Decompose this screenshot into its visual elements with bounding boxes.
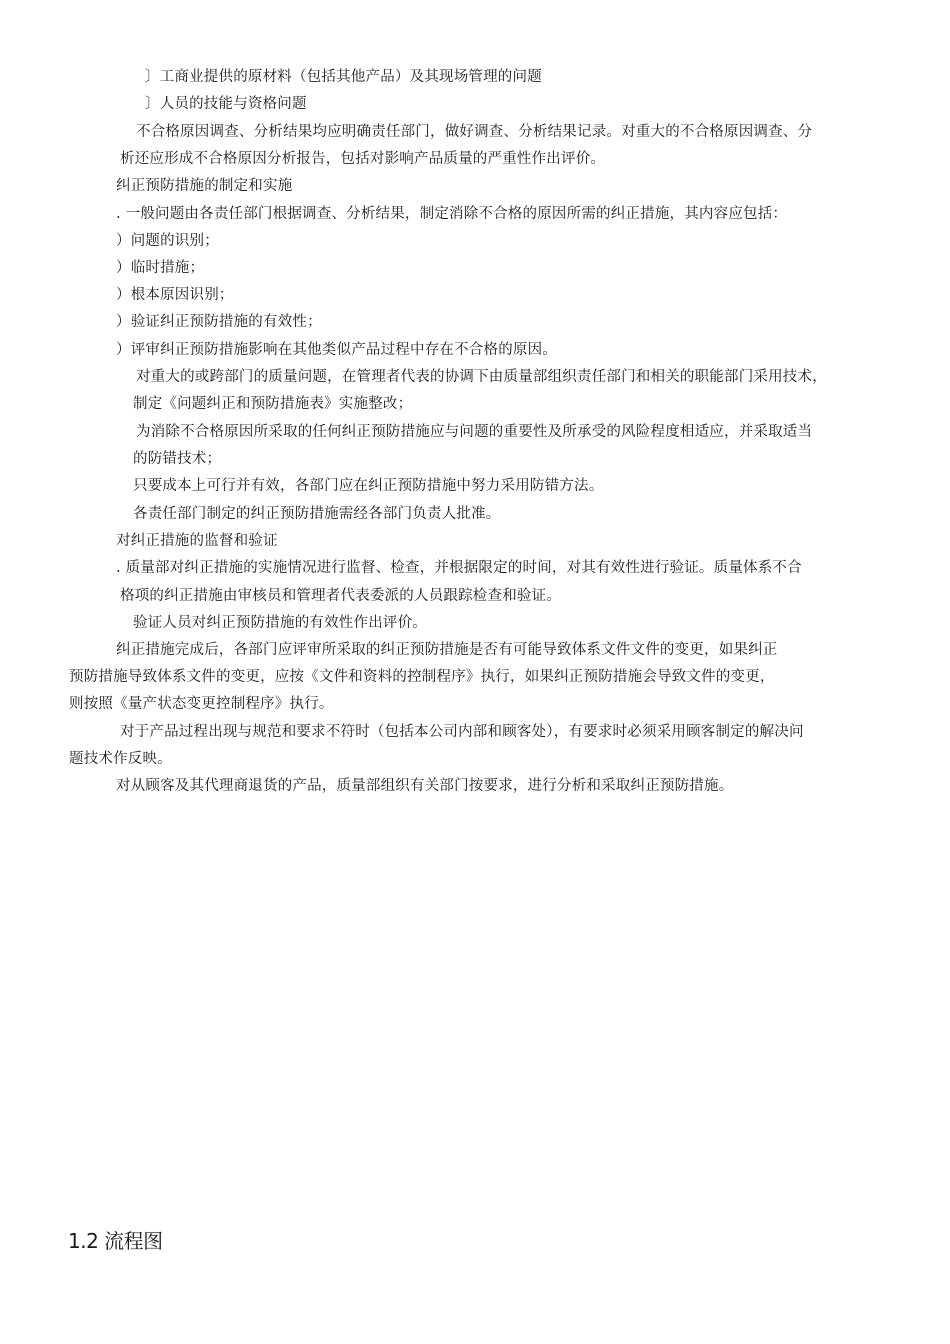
text-line: 〕人员的技能与资格问题: [145, 96, 307, 112]
text-line: ）验证纠正预防措施的有效性；: [116, 314, 322, 330]
text-line: 对从顾客及其代理商退货的产品，质量部组织有关部门按要求，进行分析和采取纠正预防措施。: [116, 778, 734, 794]
text-line: 对于产品过程出现与规范和要求不符时（包括本公司内部和顾客处），有要求时必须采用顾客制定的解决问: [120, 724, 804, 740]
text-line: 为消除不合格原因所采取的任何纠正预防措施应与问题的重要性及所承受的风险程度相适应，并采取适当: [136, 424, 813, 440]
text-line: 制定《问题纠正和预防措施表》实施整改；: [133, 396, 413, 412]
text-line: 格项的纠正措施由审核员和管理者代表委派的人员跟踪检查和验证。: [120, 588, 561, 604]
text-line: . 质量部对纠正措施的实施情况进行监督、检查，并根据限定的时间，对其有效性进行验证。质量体系不合: [116, 560, 802, 576]
text-line: 只要成本上可行并有效，各部门应在纠正预防措施中努力采用防错方法。: [133, 478, 604, 494]
text-line: 的防错技术；: [133, 451, 222, 467]
text-line: 验证人员对纠正预防措施的有效性作出评价。: [133, 615, 427, 631]
text-line: 各责任部门制定的纠正预防措施需经各部门负责人批准。: [133, 506, 501, 522]
text-line: 〕工商业提供的原材料（包括其他产品）及其现场管理的问题: [145, 69, 542, 85]
text-line: ）根本原因识别；: [116, 287, 234, 303]
text-line: . 一般问题由各责任部门根据调查、分析结果，制定消除不合格的原因所需的纠正措施，其内容应包括：: [116, 206, 788, 222]
text-line: ）评审纠正预防措施影响在其他类似产品过程中存在不合格的原因。: [116, 342, 557, 358]
text-line: 不合格原因调查、分析结果均应明确责任部门，做好调查、分析结果记录。对重大的不合格原因调查、分: [136, 124, 813, 140]
text-line: 析还应形成不合格原因分析报告，包括对影响产品质量的严重性作出评价。: [120, 151, 606, 167]
text-line: ）问题的识别；: [116, 233, 219, 249]
section-heading: 1.2 流程图: [68, 1229, 163, 1253]
text-line: 则按照《量产状态变更控制程序》执行。: [69, 696, 334, 712]
text-line: 纠正预防措施的制定和实施: [116, 178, 293, 194]
text-line: ）临时措施；: [116, 260, 205, 276]
text-line: 对重大的或跨部门的质量问题，在管理者代表的协调下由质量部组织责任部门和相关的职能部门采用技术，: [136, 369, 827, 385]
text-line: 纠正措施完成后，各部门应评审所采取的纠正预防措施是否有可能导致体系文件文件的变更，如果纠正: [116, 642, 778, 658]
text-line: 对纠正措施的监督和验证: [116, 533, 278, 549]
text-line: 预防措施导致体系文件的变更，应按《文件和资料的控制程序》执行，如果纠正预防措施会导致文件的变更，: [69, 669, 775, 685]
text-line: 题技术作反映。: [69, 751, 172, 767]
